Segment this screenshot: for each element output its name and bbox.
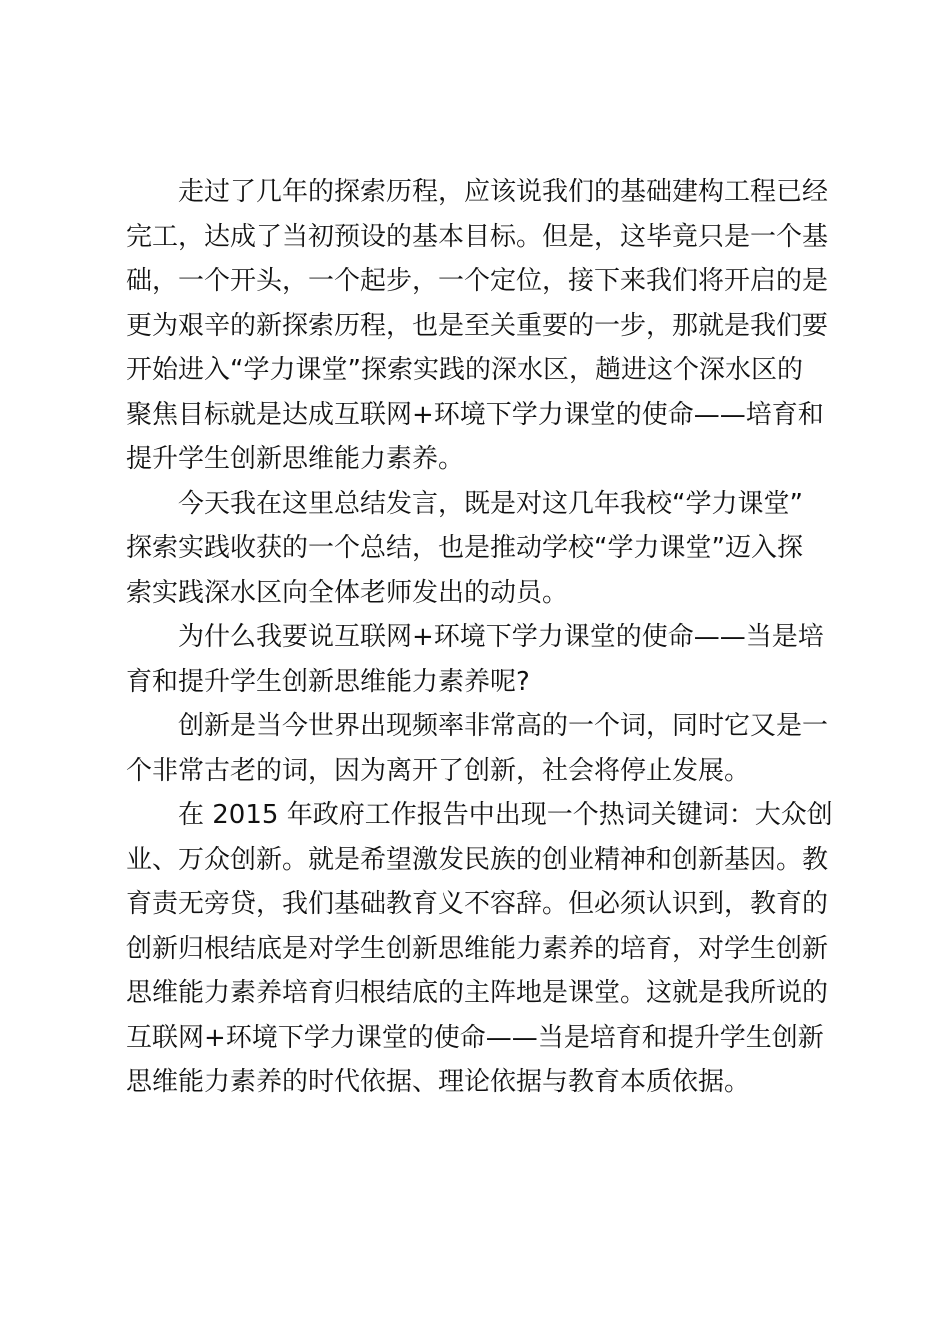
paragraph-5-line-7: 思维能力素养的时代依据、理论依据与教育本质依据。 bbox=[126, 1067, 751, 1097]
paragraph-5-line-1: 在 2015 年政府工作报告中出现一个热词关键词：大众创 bbox=[178, 800, 833, 830]
paragraph-1-line-5: 开始进入“学力课堂”探索实践的深水区，趟进这个深水区的 bbox=[126, 355, 803, 385]
paragraph-1-line-1: 走过了几年的探索历程，应该说我们的基础建构工程已经 bbox=[178, 177, 829, 207]
paragraph-4-line-2: 个非常古老的词，因为离开了创新，社会将停止发展。 bbox=[126, 755, 751, 786]
paragraph-5-line-5: 思维能力素养培育归根结底的主阵地是课堂。这就是我所说的 bbox=[126, 978, 829, 1008]
paragraph-5-line-3: 育责无旁贷，我们基础教育义不容辞。但必须认识到，教育的 bbox=[126, 889, 829, 919]
paragraph-1-line-6: 聚焦目标就是达成互联网+环境下学力课堂的使命——培育和 bbox=[126, 399, 824, 430]
paragraph-1-line-4: 更为艰辛的新探索历程，也是至关重要的一步，那就是我们要 bbox=[126, 310, 829, 341]
paragraph-2-line-1: 今天我在这里总结发言，既是对这几年我校“学力课堂” bbox=[178, 488, 803, 519]
paragraph-2-line-3: 索实践深水区向全体老师发出的动员。 bbox=[126, 577, 569, 608]
paragraph-5-line-2: 业、万众创新。就是希望激发民族的创业精神和创新基因。教 bbox=[126, 844, 829, 875]
body-text bbox=[126, 170, 836, 1105]
paragraph-5-line-4: 创新归根结底是对学生创新思维能力素养的培育，对学生创新 bbox=[126, 933, 829, 964]
paragraph-4-line-1: 创新是当今世界出现频率非常高的一个词，同时它又是一 bbox=[178, 711, 829, 741]
paragraph-5-line-6: 互联网+环境下学力课堂的使命——当是培育和提升学生创新 bbox=[126, 1022, 824, 1053]
paragraph-1-line-7: 提升学生创新思维能力素养。 bbox=[126, 444, 465, 474]
paragraph-1-line-2: 完工，达成了当初预设的基本目标。但是，这毕竟只是一个基 bbox=[126, 221, 829, 252]
paragraph-1-line-3: 础，一个开头，一个起步，一个定位，接下来我们将开启的是 bbox=[126, 266, 829, 296]
paragraph-3-line-2: 育和提升学生创新思维能力素养呢? bbox=[126, 666, 530, 697]
paragraph-3-line-1: 为什么我要说互联网+环境下学力课堂的使命——当是培 bbox=[178, 622, 824, 652]
paragraph-2-line-2: 探索实践收获的一个总结，也是推动学校“学力课堂”迈入探 bbox=[126, 533, 803, 563]
